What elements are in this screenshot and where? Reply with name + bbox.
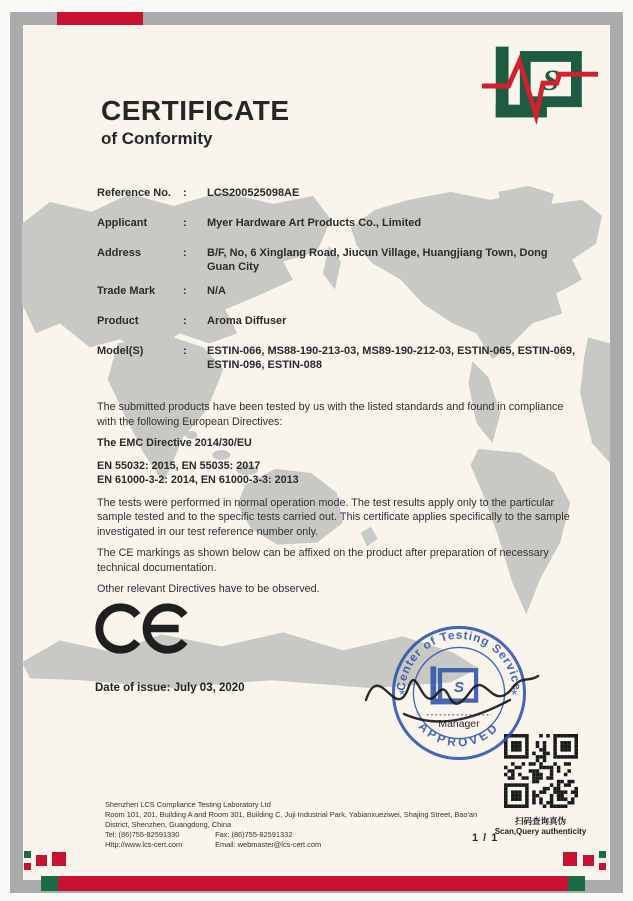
- certificate-header: [101, 95, 290, 149]
- lab-web-line: [105, 840, 497, 850]
- field-row-product: [97, 314, 577, 328]
- other-directives-paragraph: Other relevant Directives have to be observed.: [97, 583, 320, 595]
- stamp-ring-bottom-text: APPROVED: [415, 719, 503, 750]
- bottom-green-square-left: [41, 876, 58, 891]
- lab-phone-line: [105, 830, 497, 840]
- lab-tel: Tel: (86)755-82591330: [105, 830, 180, 839]
- corner-square: [52, 852, 66, 866]
- field-row-trade-mark: [97, 284, 577, 298]
- corner-square: [599, 863, 606, 870]
- field-value: LCS200525098AE: [207, 187, 300, 199]
- field-separator: :: [183, 247, 187, 259]
- signer-role-label: Manager: [438, 719, 480, 731]
- corner-square: [24, 863, 31, 870]
- lab-fax: Fax: (86)755-82591332: [215, 830, 293, 839]
- bottom-red-bar: [58, 876, 568, 891]
- lab-name: Shenzhen LCS Compliance Testing Laboratory Ltd: [105, 800, 271, 809]
- field-separator: :: [183, 315, 187, 327]
- date-of-issue: Date of issue: July 03, 2020: [95, 682, 245, 694]
- stamp-emblem-letter: S: [453, 679, 465, 697]
- bottom-green-square-right: [568, 876, 585, 891]
- emc-directive-line: The EMC Directive 2014/30/EU: [97, 437, 252, 449]
- field-label: Reference No.: [97, 187, 171, 199]
- footer-lab-info: [105, 800, 497, 850]
- tests-note-paragraph: The tests were performed in normal operation mode. The test results apply only to the particular sample tested and to the specific tests carried out. This certificate applies specifically to the sample investigated in our test reference number only.: [97, 496, 570, 538]
- lab-address: Room 101, 201, Building A and Room 301, Building C, Juji Industrial Park, Yabianxueziwei, Shajing Street, Bao'an District, Shenzhen, Guangdong, China: [105, 810, 478, 829]
- manager-signature: [352, 640, 552, 735]
- standards-line-1: EN 55032: 2015, EN 55035: 2017: [97, 459, 261, 472]
- certificate-fields: [97, 186, 577, 382]
- field-value: Myer Hardware Art Products Co., Limited: [207, 217, 422, 229]
- qr-caption-chinese: 扫码查询真伪: [514, 816, 566, 826]
- field-separator: :: [183, 217, 187, 229]
- stamp-star-left: *: [399, 686, 406, 704]
- corner-square: [36, 855, 47, 866]
- lab-website: Http://www.lcs-cert.com: [105, 840, 183, 849]
- standards-line-2: EN 61000-3-2: 2014, EN 61000-3-3: 2013: [97, 474, 299, 486]
- corner-square: [583, 855, 594, 866]
- lab-email: Email: webmaster@lcs-cert.com: [215, 840, 322, 849]
- stamp-ring-top-text: Center of Testing Service: [393, 627, 525, 692]
- ce-mark: [95, 597, 189, 660]
- field-row-reference-no: [97, 186, 577, 200]
- field-value: Aroma Diffuser: [207, 315, 287, 327]
- field-separator: :: [183, 285, 187, 297]
- field-separator: :: [183, 345, 187, 357]
- certificate-body-text: [97, 400, 575, 604]
- field-label: Trade Mark: [97, 285, 156, 297]
- intro-paragraph: The submitted products have been tested by us with the listed standards and found in compliance with the following European Directives:: [97, 401, 564, 428]
- svg-text:S: S: [542, 64, 560, 97]
- page-subtitle: of Conformity: [101, 129, 213, 148]
- page-number: 1 / 1: [472, 832, 499, 844]
- stamp-star-right: *: [511, 686, 518, 704]
- field-label: Product: [97, 315, 139, 327]
- field-value: B/F, No, 6 Xinglang Road, Jiucun Village, Huangjiang Town, Dong Guan City: [207, 247, 548, 273]
- standards-lines: [97, 459, 575, 488]
- field-row-applicant: [97, 216, 577, 230]
- field-separator: :: [183, 187, 187, 199]
- corner-square: [24, 851, 31, 858]
- ce-note-paragraph: The CE markings as shown below can be affixed on the product after preparation of necessary technical documentation.: [97, 547, 549, 574]
- field-row-address: [97, 246, 577, 274]
- field-label: Applicant: [97, 217, 148, 229]
- lcs-logo-icon: [482, 40, 600, 130]
- top-red-accent-bar: [57, 12, 143, 25]
- field-label: Model(S): [97, 345, 144, 357]
- corner-square: [563, 852, 577, 866]
- field-value: N/A: [207, 285, 226, 297]
- field-value: ESTIN-066, MS88-190-213-03, MS89-190-212-03, ESTIN-065, ESTIN-069, ESTIN-096, ESTIN-088: [207, 345, 576, 371]
- page-title: CERTIFICATE: [101, 95, 290, 126]
- field-row-models: [97, 344, 577, 372]
- corner-square: [599, 851, 606, 858]
- qr-caption-english: Scan,Query authenticity: [494, 827, 587, 836]
- field-label: Address: [97, 247, 142, 259]
